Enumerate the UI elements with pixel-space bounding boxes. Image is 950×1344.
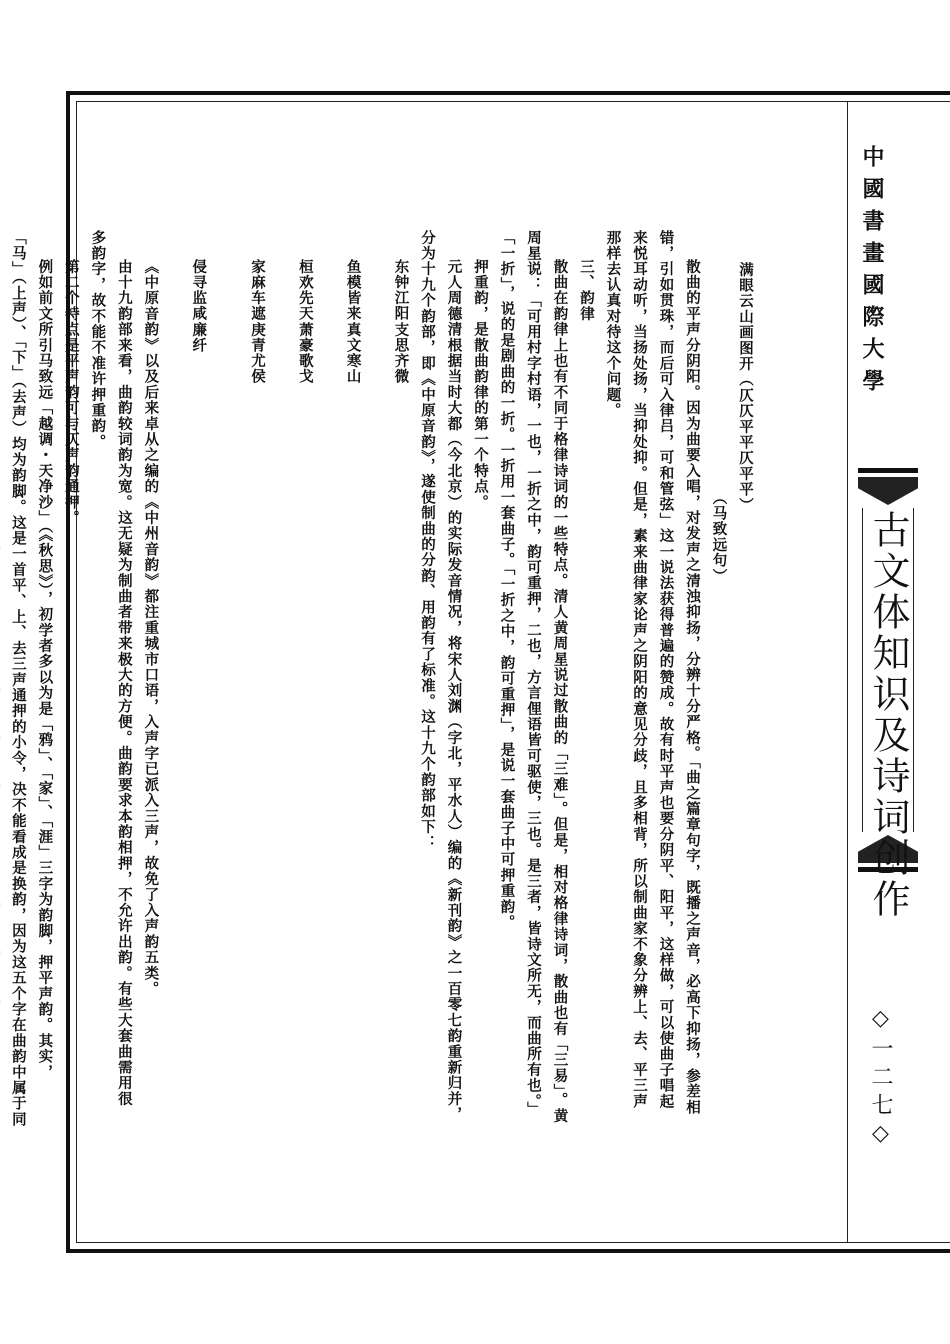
rhyme-group: 鱼模 bbox=[344, 259, 362, 291]
rhyme-group: 寒山 bbox=[344, 353, 362, 385]
rhyme-group: 江阳 bbox=[392, 290, 410, 322]
rhyme-group: 侵寻 bbox=[190, 259, 208, 291]
rhyme-group: 萧豪 bbox=[296, 321, 314, 354]
text-column: 第二个特点是平声韵可与仄声韵通押。 bbox=[62, 259, 80, 526]
rhyme-table-row bbox=[222, 230, 270, 1130]
university-header: 中國書畫國際大學 bbox=[859, 145, 885, 401]
text-column: 元人周德清根据当时大都（今北京）的实际发音情况，将宋人刘渊（字北，平水人）编的《新刊韵》之一百零七韵重新归并， bbox=[445, 259, 463, 1123]
rhyme-group: 监咸 bbox=[190, 290, 208, 322]
rhyme-group: 家麻 bbox=[248, 259, 266, 291]
text-column: 分为十九个韵部，即《中原音韵》，遂使制曲的分韵、用韵有了标准。这十九个韵部如下： bbox=[419, 230, 436, 851]
rhyme-group: 车遮 bbox=[248, 290, 266, 322]
text-column: 多韵字，故不能不准许押重韵。 bbox=[89, 230, 107, 450]
text-column: 由十九韵部来看，曲韵较词韵为宽。这无疑为制曲者带来极大的方便。曲韵要求本韵相押，不允许出韵。有些大套曲需用很 bbox=[115, 259, 133, 1107]
text-column: 「一折」，说的是剧曲的一折。一折用一套曲子。「一折之中，韵可重押」，是说一套曲子中可押重韵。 bbox=[498, 230, 516, 931]
rhyme-group: 廉纤 bbox=[190, 321, 208, 354]
rhyme-group: 齐微 bbox=[392, 353, 410, 385]
text-column: 来悦耳动听，当扬处扬，当抑处抑。但是，素来曲律家论声之阴阳的意见分歧，且多相背，所以制曲家不象分辨上、去、平三声 bbox=[631, 230, 648, 1110]
rhyme-group: 支思 bbox=[392, 321, 410, 354]
rhyme-table-row bbox=[163, 230, 222, 1130]
cartouche-bar-top bbox=[858, 468, 918, 473]
rhyme-table-row bbox=[270, 230, 318, 1130]
text-column: 《中原音韵》以及后来卓从之编的《中州音韵》都注重城市口语，入声字已派入三声，故免了入声韵五类。 bbox=[142, 259, 160, 997]
body-text bbox=[9, 230, 758, 1130]
text-column: 散曲的平声分阴阳。因为曲要入唱，对发声之清浊抑扬，分辨十分严格。「曲之篇章句字，既播之声音，必高下抑扬，参差相 bbox=[684, 259, 701, 1116]
rhyme-group: 尤侯 bbox=[248, 353, 266, 385]
text-column: 周星说：「可用村字村语，一也，一折之中，韵可重押，二也，方言俚语皆可驱使，三也。是三者，皆诗文所无，而曲所有也。」 bbox=[525, 230, 542, 1118]
text-column: 例如前文所引马致远「越调・天净沙」（《秋思》），初学者多以为是「鸦」、「家」、「涯」三字为韵脚，押平声韵。其实， bbox=[36, 259, 54, 1081]
text-column: 押重韵，是散曲韵律的第一个特点。 bbox=[472, 259, 489, 511]
rhyme-table-row bbox=[318, 230, 366, 1130]
text-column: 满眼云山画图开（仄仄平平仄平平） bbox=[737, 262, 754, 514]
section-heading: 三、韵律 bbox=[578, 259, 595, 322]
text-column: 错，引如贯珠，而后可入律吕，可和管弦」这一说法获得普遍的赞成。故有时平声也要分阴平、阳平，这样做，可以使曲子唱起 bbox=[657, 230, 675, 1110]
rhyme-group: 皆来 bbox=[344, 290, 362, 322]
rhyme-group: 先天 bbox=[296, 290, 314, 322]
rhyme-group: 桓欢 bbox=[296, 259, 314, 291]
chapter-title: 古文体知识及诗词创作 bbox=[866, 510, 910, 920]
page-number: ◇一二七◇ bbox=[868, 1006, 893, 1152]
text-column: （马致远句） bbox=[710, 490, 728, 585]
text-column: 散曲在韵律上也有不同于格律诗词的一些特点。清人黄周星说过散曲的「三难」。但是，相对格律诗词，散曲也有「三易」。黄 bbox=[551, 259, 569, 1124]
rhyme-group: 真文 bbox=[344, 321, 362, 354]
cartouche-cap-top bbox=[858, 477, 918, 505]
rhyme-group: 庚青 bbox=[248, 321, 266, 354]
text-column bbox=[0, 230, 4, 1130]
rhyme-table-row bbox=[366, 230, 414, 1130]
rhyme-group: 东钟 bbox=[392, 259, 410, 291]
margin-divider bbox=[847, 101, 848, 1243]
rhyme-group: 歌戈 bbox=[296, 353, 314, 385]
text-column: 「马」（上声）、「下」（去声）均为韵脚。这是一首平、上、去三声通押的小令，决不能看成是换韵，因为这五个字在曲韵中属于同 bbox=[9, 230, 27, 1128]
text-column: 那样去认真对待这个问题。 bbox=[604, 230, 622, 419]
